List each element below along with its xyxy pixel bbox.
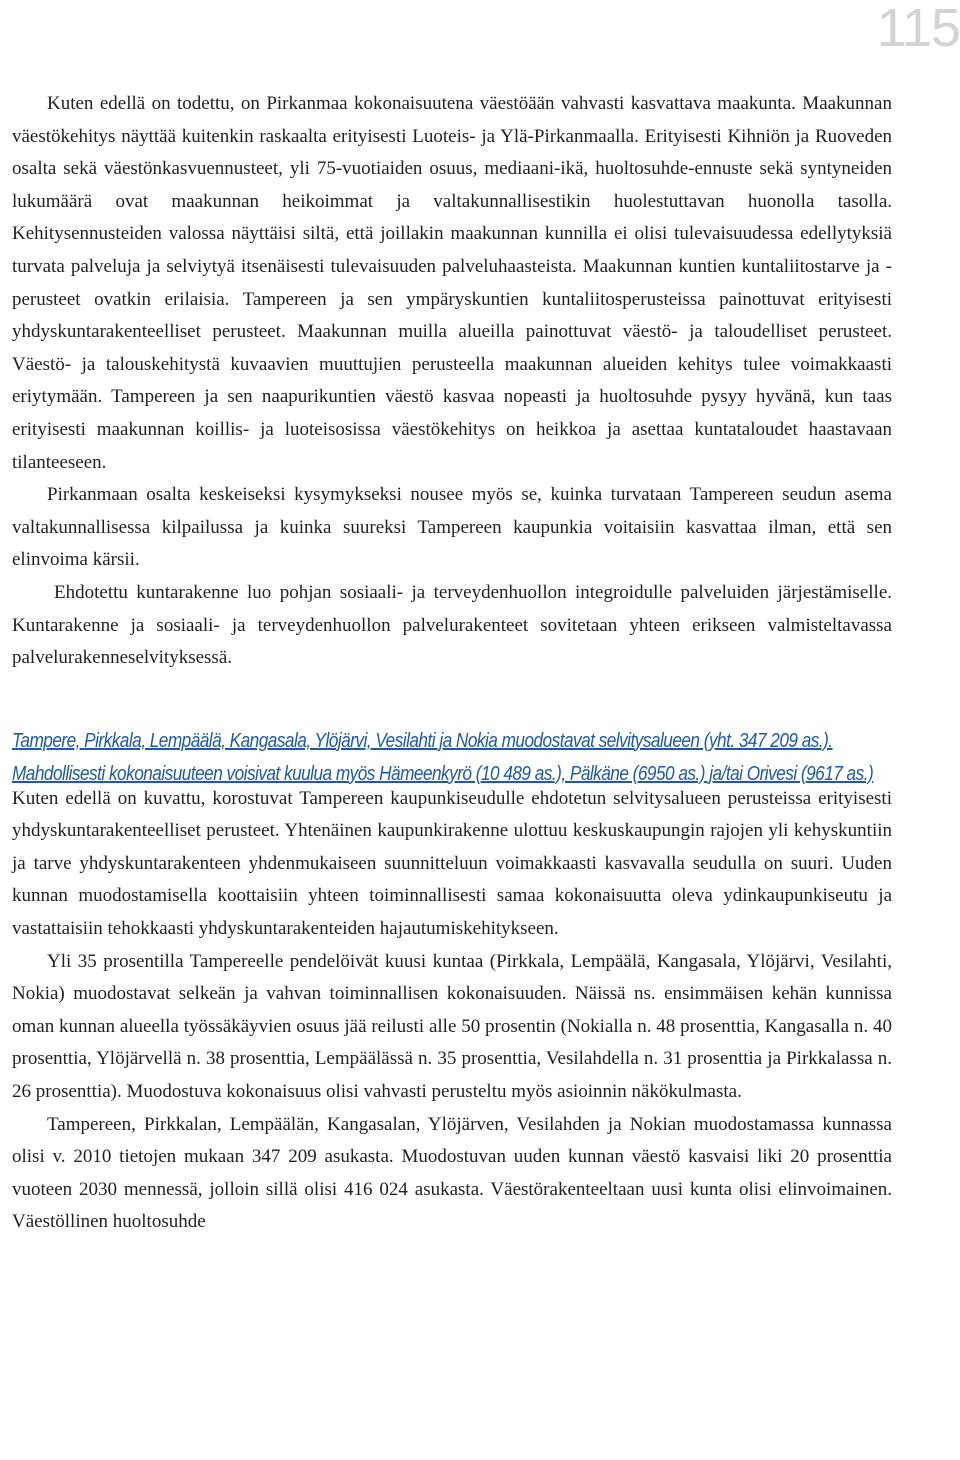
document-body bbox=[12, 88, 892, 1239]
page-number: 115 bbox=[876, 0, 960, 58]
paragraph-urban-structure: Kuten edellä on kuvattu, korostuvat Tampereen kaupunkiseudulle ehdotetun selvitysalueen perusteissa erityisesti yhdyskuntarakenteelliset perusteet. Yhtenäinen kaupunkirakenne ulottuu keskuskaupungin rajojen yli kehyskuntiin ja tarve yhdyskuntarakenteen yhdenmukaiseen suunnitteluun voimakkaasti kasvavalla seudulla on suuri. Uuden kunnan muodostamisella koottaisiin yhteen toiminnallisesti samaa kokonaisuutta oleva ydinkaupunkiseutu ja vastattaisiin tehokkaasti yhdyskuntarakenteiden hajautumiskehitykseen. bbox=[12, 787, 892, 940]
paragraph-new-municipality-population: Tampereen, Pirkkalan, Lempäälän, Kangasalan, Ylöjärven, Vesilahden ja Nokian muodostamassa kunnassa olisi v. 2010 tietojen mukaan 347 209 asukasta. Muodostuvan uuden kunnan väestö kasvaisi liki 20 prosenttia vuoteen 2030 mennessä, jolloin sillä olisi 416 024 asukasta. Väestörakenteeltaan uusi kunta olisi elinvoimainen. Väestöllinen huoltosuhde bbox=[12, 1113, 892, 1233]
section-spacer bbox=[12, 675, 892, 725]
paragraph-population-development: Kuten edellä on todettu, on Pirkanmaa kokonaisuutena väestöään vahvasti kasvattava maakunta. Maakunnan väestökehitys näyttää kuitenkin raskaalta erityisesti Luoteis- ja Ylä-Pirkanmaalla. Erityisesti Kihniön ja Ruoveden osalta sekä väestönkasvuennusteet, yli 75-vuotiaiden osuus, mediaani-ikä, huoltosuhde-ennuste sekä syntyneiden lukumäärä ovat maakunnan heikoimmat ja valtakunnallisestikin huolestuttavan huonolla tasolla. Kehitysennusteiden valossa näyttäisi siltä, että joillakin maakunnan kunnilla ei olisi tulevaisuudessa edellytyksiä turvata palveluja ja selviytyä itsenäisesti tulevaisuuden palveluhaasteista. Maakunnan kuntien kuntaliitostarve ja -perusteet ovatkin erilaisia. Tampereen ja sen ympäryskuntien kuntaliitosperusteissa painottuvat erityisesti yhdyskuntarakenteelliset perusteet. Maakunnan muilla alueilla painottuvat väestö- ja taloudelliset perusteet. Väestö- ja talouskehitystä kuvaavien muuttujien perusteella maakunnan alueiden kehitys tulee voimakkaasti eriytymään. Tampereen ja sen naapurikuntien väestö kasvaa nopeasti ja huoltosuhde pysyy hyvänä, kun taas erityisesti maakunnan koillis- ja luoteisosissa väestökehitys on heikkoa ja asettaa kuntataloudet haastavaan tilanteeseen. bbox=[12, 93, 892, 473]
paragraph-tampere-competitiveness: Pirkanmaan osalta keskeiseksi kysymykseksi nousee myös se, kuinka turvataan Tampereen seudun asema valtakunnallisessa kilpailussa ja kuinka suureksi Tampereen kaupunkia voitaisiin kasvattaa ilman, että sen elinvoima kärsii. bbox=[12, 484, 892, 571]
paragraph-proposed-structure: Ehdotettu kuntarakenne luo pohjan sosiaali- ja terveydenhuollon integroidulle palveluiden järjestämiselle. Kuntarakenne ja sosiaali- ja terveydenhuollon palvelurakenteet sovitetaan yhteen erikseen valmisteltavassa palvelurakenneselvityksessä. bbox=[12, 581, 892, 669]
paragraph-commuting: Yli 35 prosentilla Tampereelle pendelöivät kuusi kuntaa (Pirkkala, Lempäälä, Kangasala, Ylöjärvi, Vesilahti, Nokia) muodostavat selkeän ja vahvan toiminnallisen kokonaisuuden. Näissä ns. ensimmäisen kehän kunnissa oman kunnan alueella työssäkäyvien osuus jää reilusti alle 50 prosentin (Nokialla n. 48 prosenttia, Kangasalla n. 40 prosenttia, Ylöjärvellä n. 38 prosenttia, Lempäälässä n. 35 prosenttia, Vesilahdella n. 31 prosenttia ja Pirkkalassa n. 26 prosenttia). Muodostuva kokonaisuus olisi vahvasti perusteltu myös asioinnin näkökulmasta. bbox=[12, 950, 892, 1103]
selvitysalue-caption-link[interactable]: Tampere, Pirkkala, Lempäälä, Kangasala, Ylöjärvi, Vesilahti ja Nokia muodostavat selvitysalueen (yht. 347 209 as.). Mahdollisesti kokonaisuuteen voisivat kuulua myös Hämeenkyrö (10 489 as.), Pälkäne (6950 as.) ja/tai Orivesi (9617 as.) bbox=[12, 729, 874, 785]
